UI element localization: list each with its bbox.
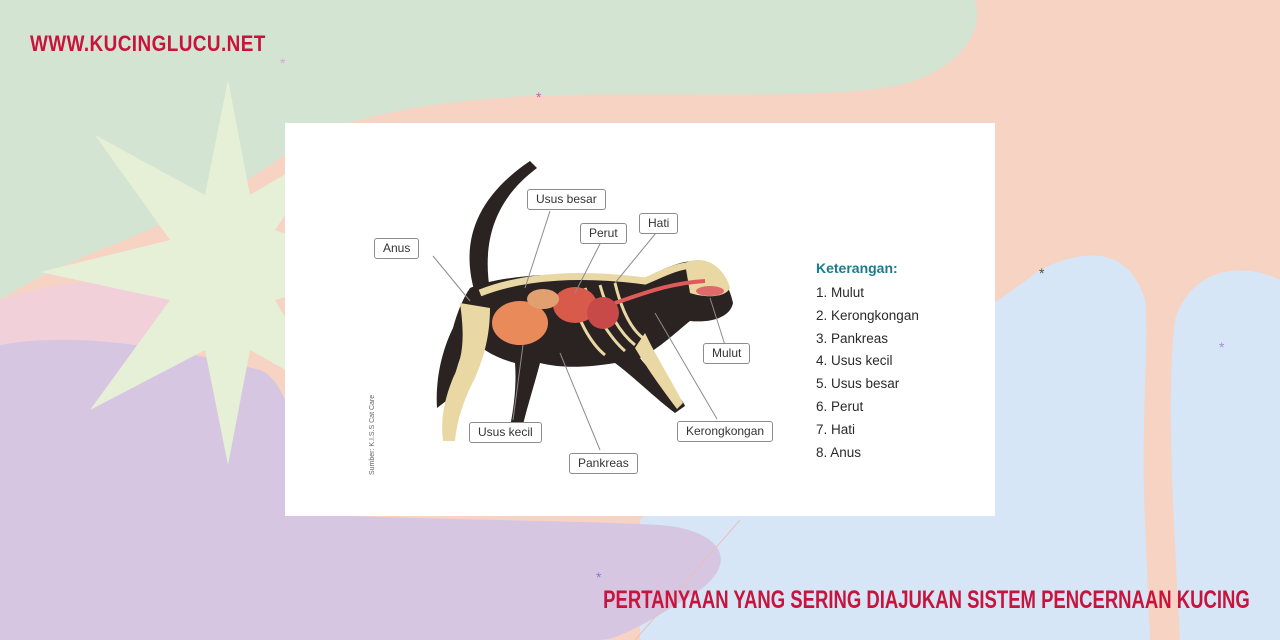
site-url[interactable]: WWW.KUCINGLUCU.NET [30,31,266,56]
legend-item: 4. Usus kecil [816,353,893,369]
diagram-label-mulut: Mulut [703,343,750,364]
legend-item: 8. Anus [816,444,862,460]
sparkle-icon: * [1219,339,1225,355]
diagram-label-hati: Hati [639,213,678,234]
legend-item: 3. Pankreas [816,330,889,346]
sparkle-icon: * [596,569,602,585]
page-title: PERTANYAAN YANG SERING DIAJUKAN SISTEM PENCERNAAN KUCING [603,586,1250,614]
diagram-label-kerongkongan: Kerongkongan [677,421,773,442]
organ-hati [587,297,619,329]
legend-item: 5. Usus besar [816,376,900,392]
cat-tail [470,161,537,293]
diagram-label-pankreas: Pankreas [569,453,638,474]
sparkle-icon: * [280,55,286,71]
legend-item: 6. Perut [816,398,864,414]
diagram-label-usus-besar: Usus besar [527,189,606,210]
organ-mulut [696,286,724,296]
legend-title: Keterangan: [816,260,898,276]
legend-item: 2. Kerongkongan [816,307,919,323]
sparkle-icon: * [536,89,542,105]
legend-item: 7. Hati [816,421,856,437]
organ-usus-besar [527,289,559,309]
diagram-card [285,123,995,516]
diagram-legend [816,260,986,464]
diagram-label-anus: Anus [374,238,419,259]
sparkle-icon: * [1039,265,1045,281]
legend-item: 1. Mulut [816,285,865,300]
legend-list [816,282,986,464]
diagram-source: Sumber: K.I.S.S Cat Care [369,394,376,475]
diagram-label-usus-kecil: Usus kecil [469,422,542,443]
diagram-label-perut: Perut [580,223,627,244]
